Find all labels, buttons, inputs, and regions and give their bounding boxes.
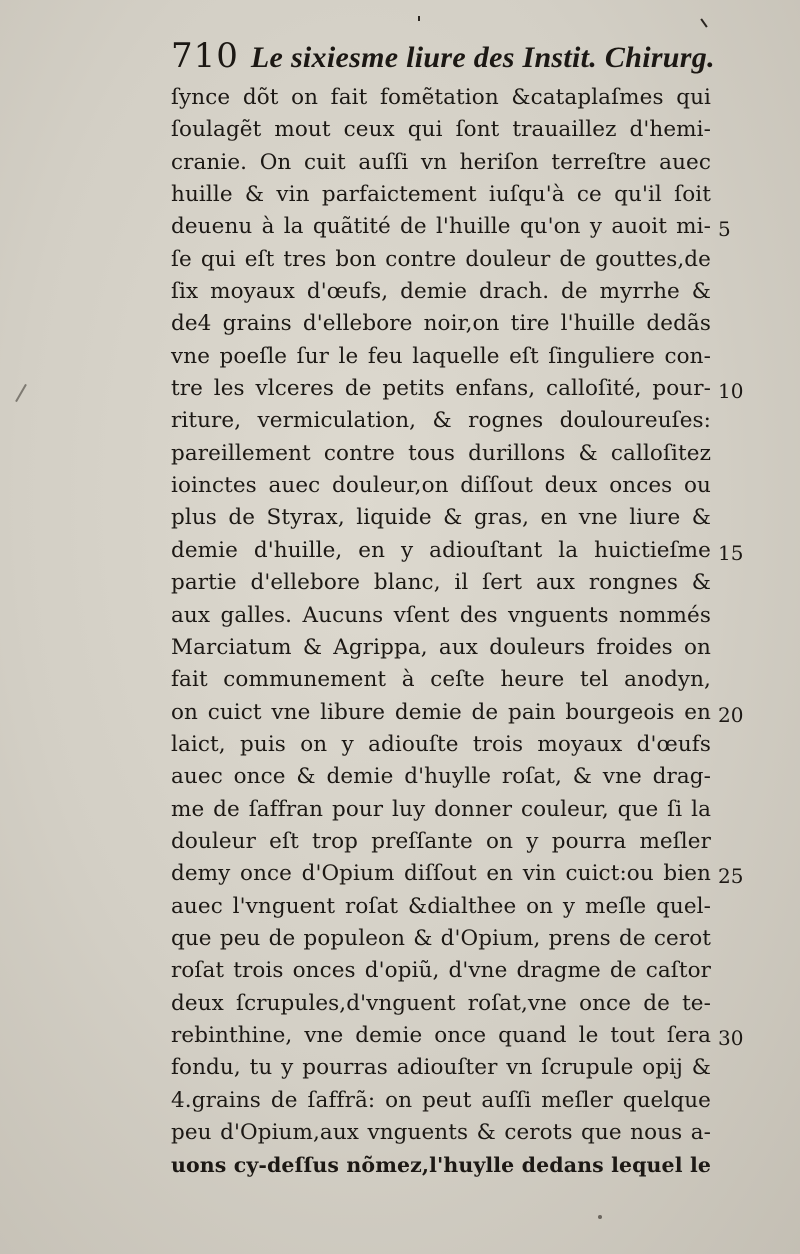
margin-line-number: 10 [718, 379, 744, 404]
stray-mark [15, 384, 27, 402]
text-line: plus de Styrax, liquide & gras, en vne liure & [171, 505, 711, 531]
margin-line-number: 20 [718, 702, 744, 727]
text-line: ſoulagẽt mout ceux qui ſont trauaillez d'hemi- [171, 117, 711, 143]
text-line: roſat trois onces d'opiũ, d'vne dragme de caſtor [171, 958, 711, 984]
text-line: peu d'Opium,aux vnguents & cerots que nous a- [171, 1120, 711, 1145]
text-line: douleur eſt trop preſſante on y pourra meſler [171, 828, 711, 854]
text-line: deux ſcrupules,d'vnguent roſat,vne once de te- [171, 990, 711, 1016]
text-line: laict, puis on y adiouſte trois moyaux d'œufs [171, 731, 711, 757]
text-line: on cuict vne libure demie de pain bourgeois en [171, 699, 711, 725]
text-line: me de ſaffran pour luy donner couleur, que ſi la [171, 796, 711, 822]
text-line: ſix moyaux d'œufs, demie drach. de myrrhe & [171, 279, 711, 305]
page-number: 710 [171, 36, 239, 76]
text-line: fondu, tu y pourras adiouſter vn ſcrupule opij & [171, 1055, 711, 1081]
stray-mark [598, 1215, 602, 1219]
text-line: auec l'vnguent roſat &dialthee on y meſle quel- [171, 893, 711, 919]
text-line: ioinctes auec douleur,on diſſout deux onces ou [171, 473, 711, 499]
text-line: que peu de populeon & d'Opium, prens de cerot [171, 925, 711, 951]
text-line: pareillement contre tous durillons & calloſitez [171, 440, 711, 466]
text-line: fait communement à ceſte heure tel anodyn, [171, 667, 711, 693]
text-line: aux galles. Aucuns vſent des vnguents nommés [171, 602, 711, 628]
text-line: ſynce dõt on fait fomẽtation &cataplaſmes qui [171, 85, 711, 110]
text-line: cranie. On cuit auſſi vn heriſon terreſtre auec [171, 149, 711, 175]
margin-line-number: 5 [718, 217, 731, 242]
text-line: partie d'ellebore blanc, il ſert aux rongnes & [171, 570, 711, 596]
stray-mark [700, 18, 707, 27]
text-line: tre les vlceres de petits enfans, calloſité, pour- [171, 376, 711, 402]
stray-mark [418, 16, 420, 21]
body-text [171, 82, 711, 1182]
text-line: riture, vermiculation, & rognes douloureuſes: [171, 408, 711, 434]
text-line: Marciatum & Agrippa, aux douleurs froides on [171, 634, 711, 660]
text-line: demy once d'Opium diſſout en vin cuict:ou bien [171, 861, 711, 887]
text-line: de4 grains d'ellebore noir,on tire l'huille dedãs [171, 311, 711, 337]
running-title: Le sixiesme liure des Instit. Chirurg. [250, 41, 715, 74]
margin-line-number: 30 [718, 1026, 744, 1051]
text-line: deuenu à la quãtité de l'huille qu'on y auoit mi- [171, 214, 711, 240]
margin-line-number: 25 [718, 864, 744, 889]
page-header [171, 36, 715, 84]
text-line: rebinthine, vne demie once quand le tout ſera [171, 1022, 711, 1048]
text-line: ſe qui eſt tres bon contre douleur de gouttes,de [171, 246, 711, 272]
text-line: vne poeſle ſur le feu laquelle eſt ſinguliere con- [171, 343, 711, 369]
text-line: auec once & demie d'huylle roſat, & vne drag- [171, 764, 711, 790]
margin-line-number: 15 [718, 540, 744, 565]
text-line: huille & vin parfaictement iuſqu'à ce qu'il ſoit [171, 182, 711, 208]
text-line: demie d'huille, en y adiouſtant la huictieſme [171, 537, 711, 563]
text-line: uons cy-deſſus nõmez,l'huylle dedans lequel le [171, 1153, 711, 1178]
text-line: 4.grains de ſaffrã: on peut auſſi meſler quelque [171, 1087, 711, 1113]
